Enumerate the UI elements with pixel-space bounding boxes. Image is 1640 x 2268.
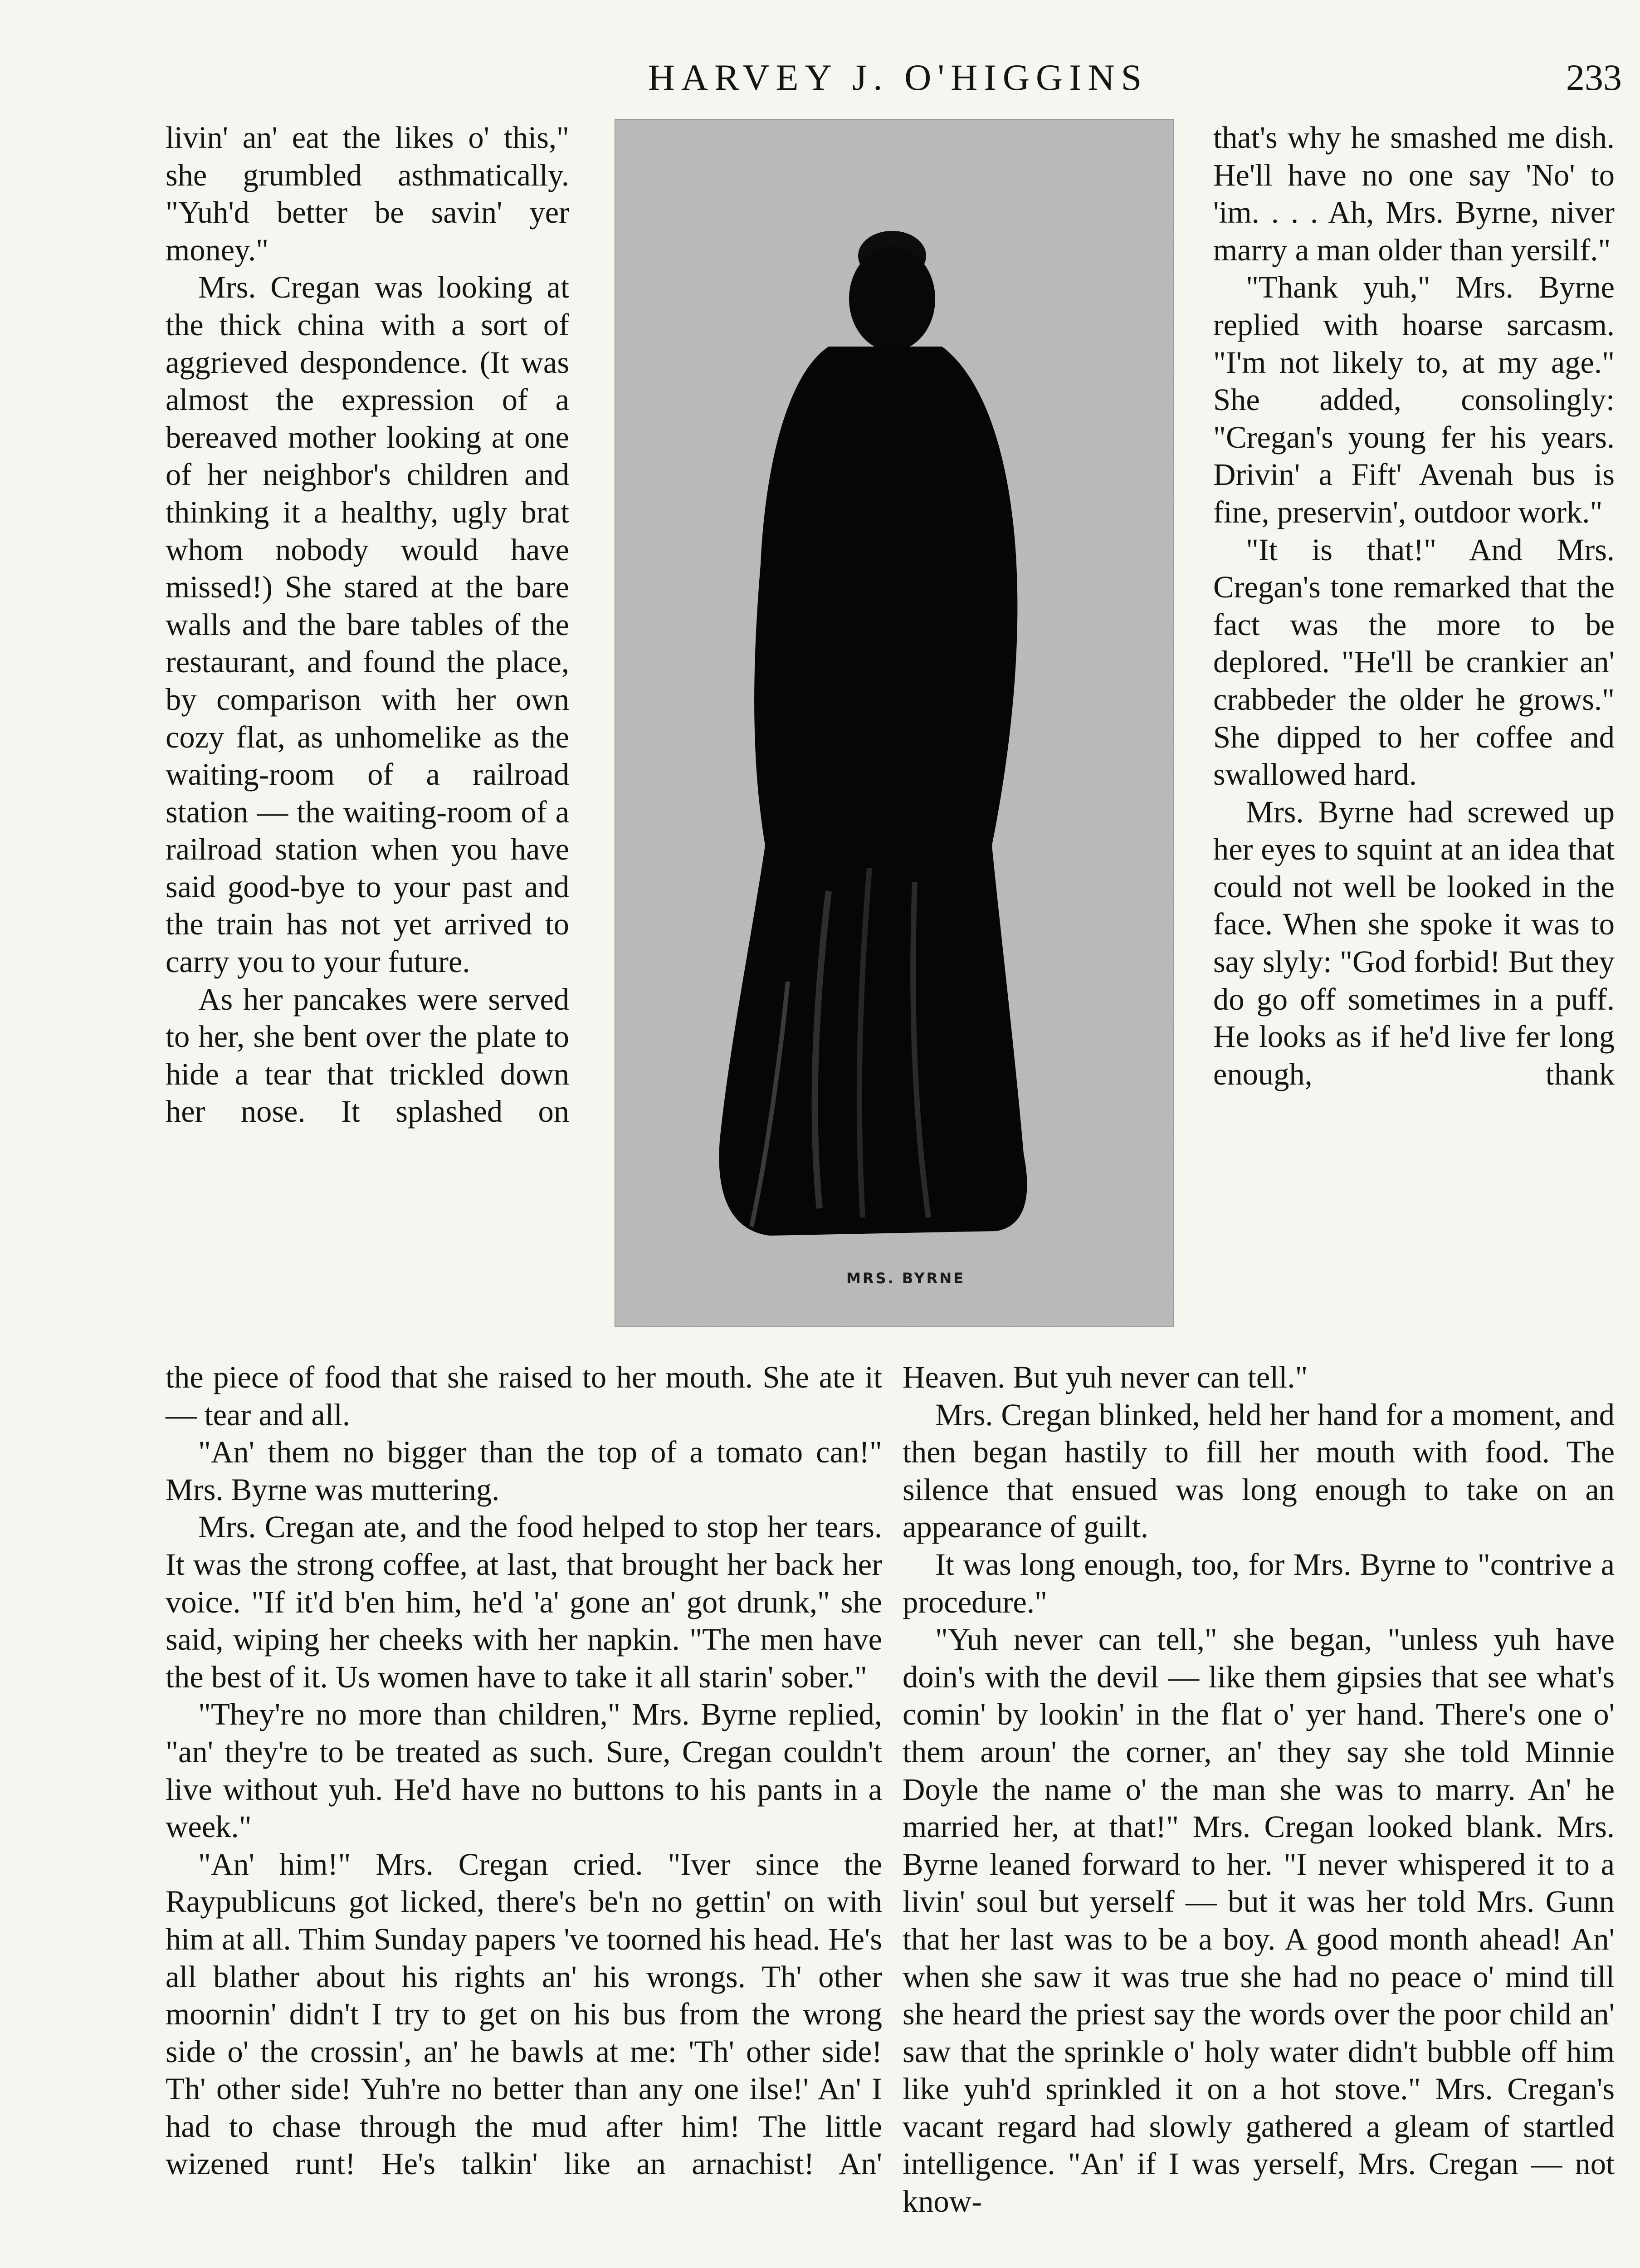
paragraph: Heaven. But yuh never can tell."	[903, 1360, 1308, 1394]
page-number: 233	[1566, 57, 1622, 98]
paragraph: "Thank yuh," Mrs. Byrne replied with hoarse sarcasm. "I'm not likely to, at my age." She added, consolingly: "Cregan's young fer his years. Drivin' a Fift' Avenah bus is fine, preservin', outdoor work."	[1213, 270, 1615, 529]
running-head: HARVEY J. O'HIGGINS	[648, 57, 1148, 98]
paragraph: Mrs. Cregan was looking at the thick china with a sort of aggrieved despondence. (It was almost the expression of a bereaved mother looking at one of her neighbor's children and thinking it a healthy, ugly brat whom nobody would have missed!) She stared at the bare walls and the bare tables of the restaurant, and found the place, by comparison with her own cozy flat, as unhomelike as the waiting-room of a railroad station — the waiting-room of a railroad station when you have said good-bye to your past and the train has not yet arrived to carry you to your future.	[166, 270, 569, 979]
paragraph: Mrs. Cregan blinked, held her hand for a moment, and then began hastily to fill her mouth with food. The silence that ensued was long enough to take on an appearance of guilt.	[903, 1397, 1615, 1545]
paragraph: "Yuh never can tell," she began, "unless yuh have doin's with the devil — like them gipsies that see what's comin' by lookin' in the flat o' yer hand. There's one o' them aroun' the corner, an' they say she told Minnie Doyle the name o' the man she was to marry. An' he married her, at that!" Mrs. Cregan looked blank. Mrs. Byrne leaned forward to her. "I never whispered it to a livin' soul but yerself — but it was her told Mrs. Gunn that her last was to be a boy. A good month ahead! An' when she saw it was true she had no peace o' mind till she heard the priest say the words over the poor child an' saw that the sprinkle o' holy water didn't bubble off him like yuh'd sprinkled it on a hot stove." Mrs. Cregan's vacant regard had slowly gathered a gleam of startled intelligence. "An' if I was yerself, Mrs. Cregan — not know-	[903, 1622, 1615, 2219]
paragraph: livin' an' eat the likes o' this," she grumbled asthmatically. "Yuh'd better be savin' yer money."	[166, 120, 569, 267]
illustration-mrs-byrne	[615, 119, 1174, 1327]
illustration-caption: MRS. BYRNE	[846, 1270, 965, 1287]
paragraph: As her pancakes were served to her, she bent over the plate to hide a tear that trickled down her nose. It splashed on	[166, 982, 569, 1129]
paragraph: the piece of food that she raised to her mouth. She ate it — tear and all.	[166, 1360, 882, 1432]
paragraph: "They're no more than children," Mrs. Byrne replied, "an' they're to be treated as such. Sure, Cregan couldn't live without yuh. He'd have no buttons to his pants in a week."	[166, 1697, 882, 1844]
paragraph: that's why he smashed me dish. He'll have no one say 'No' to 'im. . . . Ah, Mrs. Byrne, niver marry a man older than yersilf."	[1213, 120, 1615, 267]
paragraph: Mrs. Cregan ate, and the food helped to stop her tears. It was the strong coffee, at last, that brought her back her voice. "If it'd b'en him, he'd 'a' gone an' got drunk," she said, wiping her cheeks with her napkin. "The men have the best of it. Us women have to take it all starin' sober."	[166, 1510, 882, 1694]
paragraph: "An' him!" Mrs. Cregan cried. "Iver since the Raypublicuns got licked, there's be'n no gettin' on with him at all. Thim Sunday papers 've toorned his head. He's all blather about his rights an' his wrongs. Th' other moornin' didn't I try to get on his bus from the wrong side o' the crossin', an' he bawls at me: 'Th' other side! Th' other side! Yuh're no better than any one ilse!' An' I had to chase through the mud after him! The little wizened runt! He's talkin' like an arnachist! An'	[166, 1847, 882, 2181]
lower-right-column-text	[903, 1359, 1615, 2220]
right-column-text	[1213, 119, 1615, 1093]
paragraph: It was long enough, too, for Mrs. Byrne to "contrive a procedure."	[903, 1547, 1615, 1619]
woman-figure-illustration	[615, 120, 1173, 1326]
left-column-text	[166, 119, 569, 1130]
paragraph: "It is that!" And Mrs. Cregan's tone remarked that the fact was the more to be deplored. "He'll be crankier an' crabbeder the older he grows." She dipped to her coffee and swallowed hard.	[1213, 532, 1615, 792]
paragraph: "An' them no bigger than the top of a tomato can!" Mrs. Byrne was muttering.	[166, 1435, 882, 1507]
lower-left-column-text	[166, 1359, 882, 2183]
paragraph: Mrs. Byrne had screwed up her eyes to squint at an idea that could not well be looked in the face. When she spoke it was to say slyly: "God forbid! But they do go off sometimes in a puff. He looks as if he'd live fer long enough, thank	[1213, 794, 1615, 1091]
